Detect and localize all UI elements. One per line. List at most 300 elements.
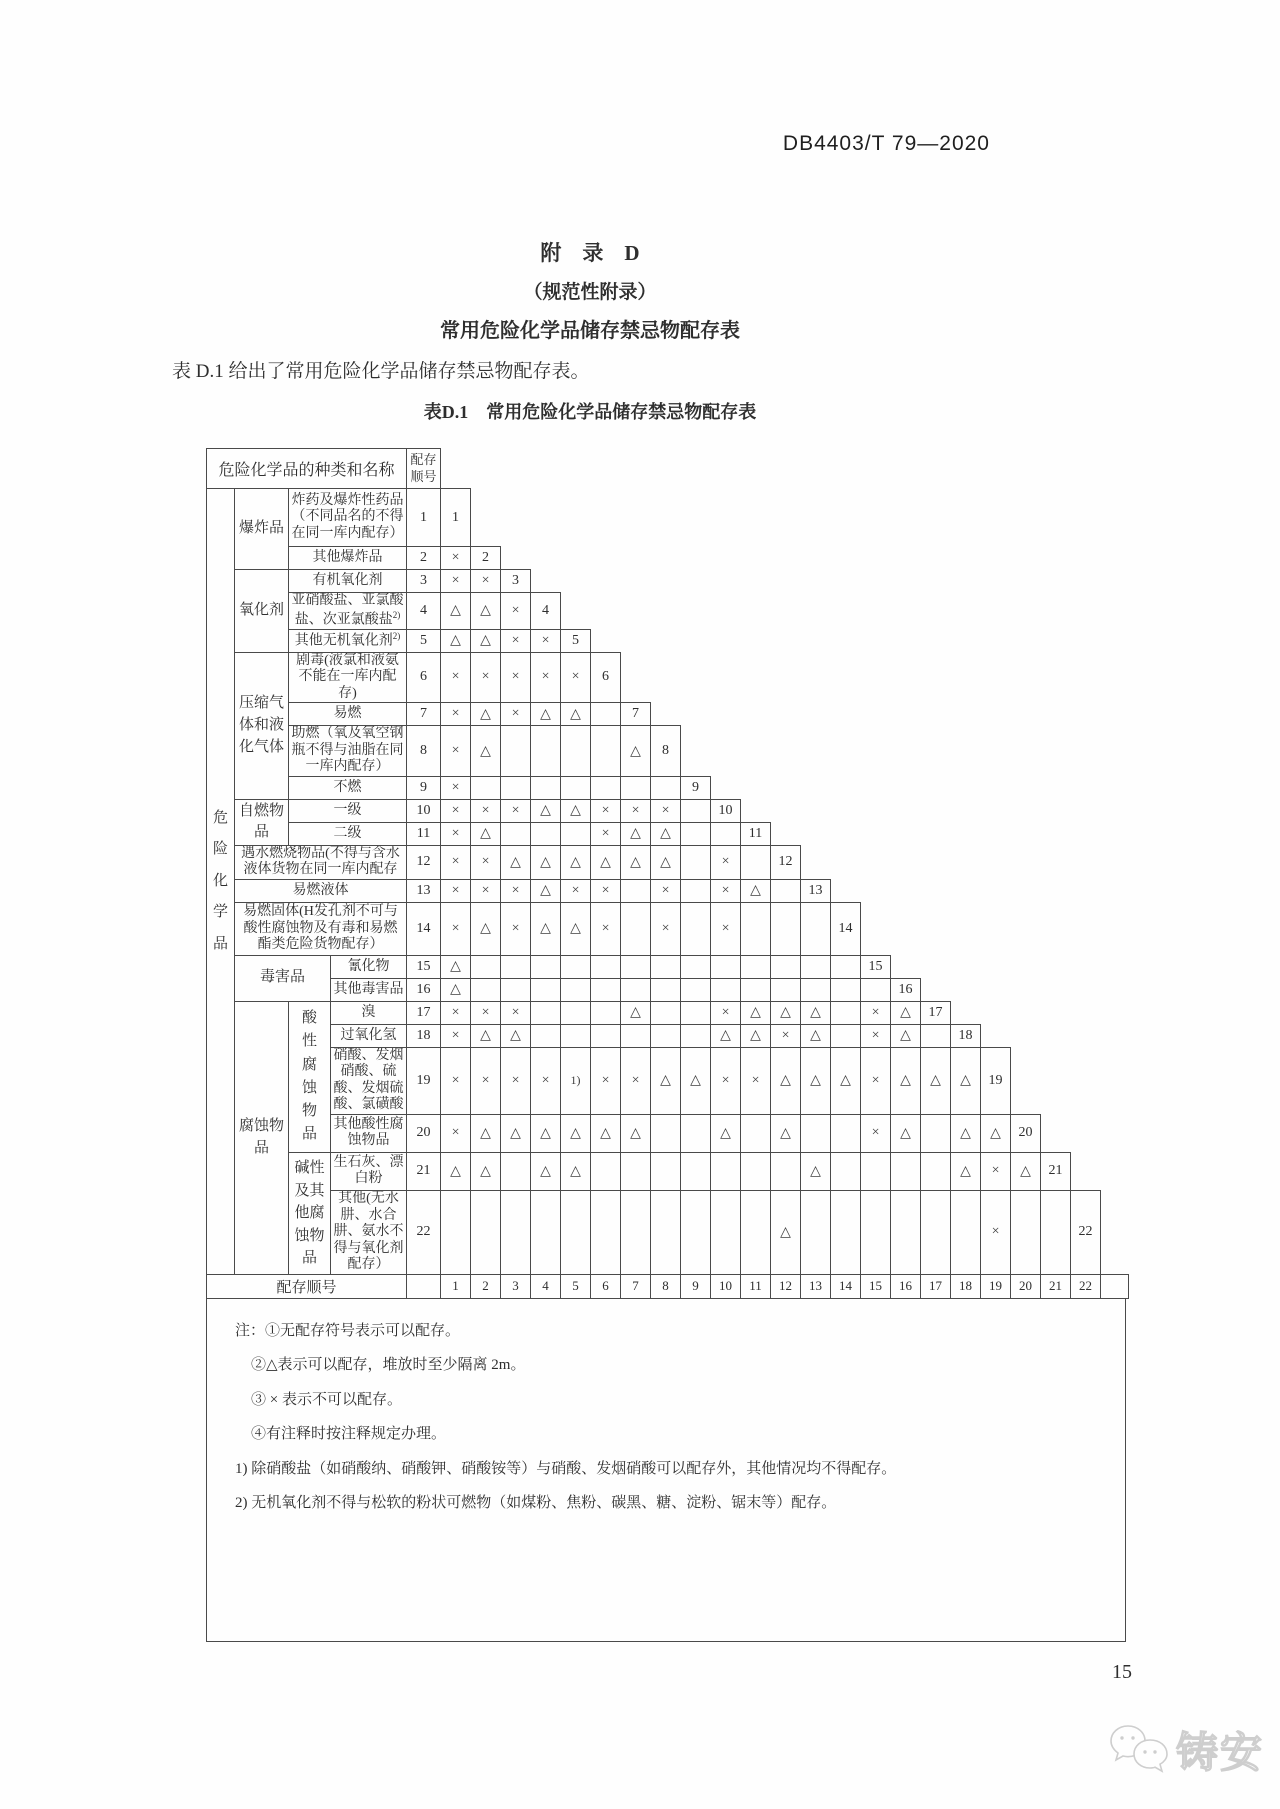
diagonal-cell: 22 bbox=[1071, 1190, 1101, 1274]
compatibility-matrix-table bbox=[206, 448, 1129, 1299]
item-name: 助燃（氧及氧空钢瓶不得与油脂在同一库内配存） bbox=[289, 726, 407, 777]
matrix-cell: × bbox=[981, 1190, 1011, 1274]
matrix-cell: △ bbox=[951, 1047, 981, 1114]
matrix-cell-empty bbox=[651, 1152, 681, 1190]
footer-col-number: 6 bbox=[591, 1274, 621, 1298]
matrix-cell-empty bbox=[501, 978, 531, 1001]
matrix-cell: △ bbox=[441, 629, 471, 652]
matrix-cell: △ bbox=[531, 902, 561, 955]
matrix-cell-empty bbox=[681, 1114, 711, 1152]
matrix-cell-empty bbox=[591, 978, 621, 1001]
table-row bbox=[207, 1024, 1129, 1047]
matrix-cell: × bbox=[711, 879, 741, 902]
diagonal-cell: 2 bbox=[471, 547, 501, 570]
footnote-marker: 2) bbox=[392, 631, 401, 642]
diagonal-cell: 9 bbox=[681, 776, 711, 799]
matrix-cell-empty bbox=[831, 978, 861, 1001]
matrix-cell: △ bbox=[771, 1047, 801, 1114]
matrix-cell: × bbox=[441, 703, 471, 726]
footer-col-number: 7 bbox=[621, 1274, 651, 1298]
matrix-cell: × bbox=[471, 570, 501, 593]
matrix-cell: △ bbox=[471, 1152, 501, 1190]
matrix-cell-empty bbox=[531, 1190, 561, 1274]
matrix-cell: △ bbox=[711, 1024, 741, 1047]
matrix-cell: × bbox=[501, 799, 531, 822]
matrix-cell-empty bbox=[741, 978, 771, 1001]
footer-col-number: 4 bbox=[531, 1274, 561, 1298]
matrix-cell: △ bbox=[471, 902, 501, 955]
matrix-cell: × bbox=[861, 1114, 891, 1152]
matrix-cell-empty bbox=[651, 1001, 681, 1024]
matrix-cell: △ bbox=[741, 879, 771, 902]
matrix-cell-empty bbox=[501, 726, 531, 777]
footer-col-number: 13 bbox=[801, 1274, 831, 1298]
table-row bbox=[207, 629, 1129, 652]
matrix-cell: △ bbox=[471, 726, 501, 777]
matrix-cell: △ bbox=[441, 1152, 471, 1190]
matrix-cell: △ bbox=[471, 593, 501, 630]
item-name: 硝酸、发烟硝酸、硫酸、发烟硫酸、氯磺酸 bbox=[331, 1047, 407, 1114]
diagonal-cell: 6 bbox=[591, 652, 621, 703]
matrix-cell-empty bbox=[711, 955, 741, 978]
group-label: 爆炸品 bbox=[235, 489, 289, 570]
matrix-cell: △ bbox=[801, 1152, 831, 1190]
intro-paragraph: 表 D.1 给出了常用危险化学品储存禁忌物配存表。 bbox=[172, 361, 590, 382]
item-name: 其他(无水肼、水合肼、氨水不得与氧化剂配存） bbox=[331, 1190, 407, 1274]
footer-col-number: 5 bbox=[561, 1274, 591, 1298]
matrix-cell-empty bbox=[771, 1152, 801, 1190]
matrix-cell: △ bbox=[621, 845, 651, 879]
matrix-cell-empty bbox=[561, 978, 591, 1001]
matrix-cell: △ bbox=[471, 1114, 501, 1152]
table-header-seq: 配存顺号 bbox=[407, 449, 441, 489]
matrix-cell-empty bbox=[741, 955, 771, 978]
matrix-cell-empty bbox=[1011, 1190, 1041, 1274]
matrix-cell-empty bbox=[921, 1024, 951, 1047]
matrix-cell-empty bbox=[531, 955, 561, 978]
note-line: 注：①无配存符号表示可以配存。 bbox=[235, 1322, 461, 1339]
matrix-cell: △ bbox=[801, 1024, 831, 1047]
matrix-cell: × bbox=[441, 822, 471, 845]
footer-col-number: 17 bbox=[921, 1274, 951, 1298]
matrix-cell: × bbox=[471, 1001, 501, 1024]
matrix-cell-empty bbox=[561, 1190, 591, 1274]
matrix-cell-empty bbox=[621, 879, 651, 902]
notes-box bbox=[206, 1298, 1126, 1642]
footer-col-number: 8 bbox=[651, 1274, 681, 1298]
matrix-cell: △ bbox=[561, 703, 591, 726]
table-row bbox=[207, 1001, 1129, 1024]
matrix-cell: × bbox=[471, 1047, 501, 1114]
matrix-cell: △ bbox=[831, 1047, 861, 1114]
matrix-cell-empty bbox=[561, 1024, 591, 1047]
matrix-cell-empty bbox=[561, 822, 591, 845]
matrix-cell-empty bbox=[501, 1152, 531, 1190]
footnote-marker: 2) bbox=[392, 609, 401, 620]
matrix-cell-empty bbox=[531, 822, 561, 845]
matrix-cell: × bbox=[501, 703, 531, 726]
seq-number: 12 bbox=[407, 845, 441, 879]
seq-number: 20 bbox=[407, 1114, 441, 1152]
table-caption: 表D.1 常用危险化学品储存禁忌物配存表 bbox=[423, 402, 757, 422]
matrix-cell: × bbox=[531, 629, 561, 652]
matrix-cell-empty bbox=[831, 1001, 861, 1024]
diagonal-cell: 1 bbox=[441, 489, 471, 547]
group-label: 碱性及其他腐蚀物品 bbox=[289, 1152, 331, 1274]
item-name: 其他毒害品 bbox=[331, 978, 407, 1001]
matrix-cell: × bbox=[441, 1024, 471, 1047]
diagonal-cell: 18 bbox=[951, 1024, 981, 1047]
matrix-cell: △ bbox=[891, 1001, 921, 1024]
seq-number: 10 bbox=[407, 799, 441, 822]
matrix-cell: △ bbox=[471, 1024, 501, 1047]
matrix-cell: △ bbox=[621, 726, 651, 777]
footer-col-number: 15 bbox=[861, 1274, 891, 1298]
matrix-cell: × bbox=[591, 879, 621, 902]
item-name: 一级 bbox=[289, 799, 407, 822]
group-label: 毒害品 bbox=[235, 955, 331, 1001]
item-name: 有机氧化剂 bbox=[289, 570, 407, 593]
matrix-cell: △ bbox=[891, 1114, 921, 1152]
table-row bbox=[207, 652, 1129, 703]
matrix-cell: × bbox=[531, 1047, 561, 1114]
note-line: 1) 除硝酸盐（如硝酸纳、硝酸钾、硝酸铵等）与硝酸、发烟硝酸可以配存外，其他情况均不得配存。 bbox=[235, 1460, 897, 1477]
footer-col-number: 9 bbox=[681, 1274, 711, 1298]
table-row bbox=[207, 799, 1129, 822]
seq-number: 14 bbox=[407, 902, 441, 955]
matrix-cell: × bbox=[441, 799, 471, 822]
matrix-cell-empty bbox=[621, 1024, 651, 1047]
matrix-cell: △ bbox=[531, 1114, 561, 1152]
matrix-cell-empty bbox=[591, 1152, 621, 1190]
watermark bbox=[1108, 1720, 1264, 1780]
matrix-cell-empty bbox=[831, 1024, 861, 1047]
matrix-cell: × bbox=[861, 1047, 891, 1114]
footer-blank-cell bbox=[407, 1274, 441, 1298]
table-row bbox=[207, 1152, 1129, 1190]
matrix-cell-empty bbox=[471, 776, 501, 799]
matrix-cell-empty bbox=[591, 726, 621, 777]
matrix-cell: × bbox=[561, 879, 591, 902]
matrix-cell: △ bbox=[651, 822, 681, 845]
note-line: 2) 无机氧化剂不得与松软的粉状可燃物（如煤粉、焦粉、碳黑、糖、淀粉、锯末等）配存。 bbox=[235, 1495, 837, 1512]
matrix-cell: × bbox=[711, 1001, 741, 1024]
item-name: 易燃固体(H发孔剂不可与酸性腐蚀物及有毒和易燃酯类危险货物配存） bbox=[235, 902, 407, 955]
matrix-cell-empty bbox=[621, 902, 651, 955]
matrix-cell: △ bbox=[471, 703, 501, 726]
matrix-cell-empty bbox=[861, 978, 891, 1001]
diagonal-cell: 14 bbox=[831, 902, 861, 955]
footer-trailing-cell bbox=[1101, 1274, 1129, 1298]
table-row bbox=[207, 955, 1129, 978]
seq-number: 6 bbox=[407, 652, 441, 703]
footer-col-number: 16 bbox=[891, 1274, 921, 1298]
matrix-cell-empty bbox=[831, 1190, 861, 1274]
matrix-cell: △ bbox=[561, 1152, 591, 1190]
matrix-cell-empty bbox=[561, 955, 591, 978]
matrix-cell: △ bbox=[621, 1114, 651, 1152]
seq-number: 16 bbox=[407, 978, 441, 1001]
matrix-cell: × bbox=[861, 1001, 891, 1024]
table-row bbox=[207, 489, 1129, 547]
table-row bbox=[207, 703, 1129, 726]
matrix-cell-empty bbox=[681, 902, 711, 955]
matrix-cell-empty bbox=[891, 1152, 921, 1190]
matrix-cell-empty bbox=[831, 1152, 861, 1190]
matrix-cell-empty bbox=[771, 879, 801, 902]
table-row bbox=[207, 902, 1129, 955]
matrix-cell: × bbox=[531, 652, 561, 703]
matrix-cell: × bbox=[591, 1047, 621, 1114]
diagonal-cell: 7 bbox=[621, 703, 651, 726]
matrix-cell: × bbox=[471, 879, 501, 902]
matrix-cell-empty bbox=[711, 978, 741, 1001]
seq-number: 2 bbox=[407, 547, 441, 570]
matrix-cell-empty bbox=[531, 1001, 561, 1024]
matrix-cell-empty bbox=[861, 1190, 891, 1274]
matrix-cell-empty bbox=[531, 726, 561, 777]
diagonal-cell: 11 bbox=[741, 822, 771, 845]
matrix-cell: △ bbox=[441, 955, 471, 978]
table-row bbox=[207, 1114, 1129, 1152]
matrix-cell: × bbox=[591, 822, 621, 845]
matrix-cell-empty bbox=[591, 1190, 621, 1274]
matrix-cell: × bbox=[651, 879, 681, 902]
matrix-cell: △ bbox=[891, 1047, 921, 1114]
item-name: 易燃液体 bbox=[235, 879, 407, 902]
appendix-table-title: 常用危险化学品储存禁忌物配存表 bbox=[440, 320, 740, 342]
matrix-cell-empty bbox=[741, 1190, 771, 1274]
footer-col-number: 20 bbox=[1011, 1274, 1041, 1298]
matrix-cell-empty bbox=[801, 955, 831, 978]
table-row bbox=[207, 1047, 1129, 1114]
matrix-cell: × bbox=[501, 652, 531, 703]
table-header-row bbox=[207, 449, 1129, 489]
footer-col-number: 3 bbox=[501, 1274, 531, 1298]
matrix-cell: △ bbox=[651, 1047, 681, 1114]
item-name: 其他爆炸品 bbox=[289, 547, 407, 570]
matrix-cell-empty bbox=[741, 1114, 771, 1152]
table-row bbox=[207, 822, 1129, 845]
matrix-cell: × bbox=[651, 902, 681, 955]
matrix-cell-empty bbox=[651, 978, 681, 1001]
matrix-cell: △ bbox=[771, 1114, 801, 1152]
table-footer-row bbox=[207, 1274, 1129, 1298]
matrix-cell-empty bbox=[501, 955, 531, 978]
item-name: 遇水燃烧物品(不得与含水液体货物在同一库内配存 bbox=[235, 845, 407, 879]
matrix-cell: △ bbox=[771, 1190, 801, 1274]
appendix-subtitle: （规范性附录） bbox=[523, 282, 657, 303]
matrix-cell: × bbox=[981, 1152, 1011, 1190]
matrix-cell-empty bbox=[801, 978, 831, 1001]
matrix-cell: △ bbox=[801, 1001, 831, 1024]
matrix-cell-empty bbox=[561, 776, 591, 799]
footer-col-number: 12 bbox=[771, 1274, 801, 1298]
matrix-cell: △ bbox=[471, 629, 501, 652]
item-name: 不燃 bbox=[289, 776, 407, 799]
footer-col-number: 11 bbox=[741, 1274, 771, 1298]
matrix-cell-empty bbox=[681, 1024, 711, 1047]
diagonal-cell: 8 bbox=[651, 726, 681, 777]
matrix-cell: △ bbox=[711, 1114, 741, 1152]
seq-number: 22 bbox=[407, 1190, 441, 1274]
seq-number: 15 bbox=[407, 955, 441, 978]
matrix-cell-empty bbox=[831, 1114, 861, 1152]
seq-number: 5 bbox=[407, 629, 441, 652]
matrix-cell: × bbox=[441, 570, 471, 593]
matrix-cell: × bbox=[441, 1114, 471, 1152]
matrix-cell-empty bbox=[1041, 1190, 1071, 1274]
table-row bbox=[207, 570, 1129, 593]
matrix-cell-empty bbox=[651, 1024, 681, 1047]
matrix-cell: △ bbox=[561, 1114, 591, 1152]
table-row bbox=[207, 845, 1129, 879]
matrix-cell-empty bbox=[801, 902, 831, 955]
matrix-cell-empty bbox=[681, 799, 711, 822]
matrix-cell-empty bbox=[801, 1114, 831, 1152]
group-label: 自燃物品 bbox=[235, 799, 289, 845]
seq-number: 13 bbox=[407, 879, 441, 902]
footer-col-number: 14 bbox=[831, 1274, 861, 1298]
matrix-cell-empty bbox=[681, 978, 711, 1001]
matrix-cell-empty bbox=[741, 845, 771, 879]
matrix-cell: × bbox=[441, 1001, 471, 1024]
seq-number: 3 bbox=[407, 570, 441, 593]
table-header-name: 危险化学品的种类和名称 bbox=[207, 449, 407, 489]
matrix-cell-empty bbox=[531, 776, 561, 799]
matrix-cell: 1) bbox=[561, 1047, 591, 1114]
seq-number: 19 bbox=[407, 1047, 441, 1114]
matrix-cell: × bbox=[441, 547, 471, 570]
matrix-cell-empty bbox=[471, 978, 501, 1001]
wechat-bubbles-icon bbox=[1108, 1722, 1170, 1778]
matrix-cell: × bbox=[861, 1024, 891, 1047]
matrix-cell: × bbox=[501, 593, 531, 630]
matrix-cell-empty bbox=[921, 1190, 951, 1274]
matrix-cell-empty bbox=[891, 1190, 921, 1274]
matrix-cell-empty bbox=[591, 776, 621, 799]
matrix-cell: △ bbox=[531, 703, 561, 726]
item-name: 亚硝酸盐、亚氯酸盐、次亚氯酸盐$^{2)}$ bbox=[289, 593, 407, 630]
matrix-cell-empty bbox=[681, 822, 711, 845]
matrix-cell: × bbox=[651, 799, 681, 822]
item-name: 其他无机氧化剂$^{2)}$ bbox=[289, 629, 407, 652]
matrix-cell-empty bbox=[621, 1152, 651, 1190]
matrix-cell: △ bbox=[531, 879, 561, 902]
note-line: ④有注释时按注释规定办理。 bbox=[251, 1426, 447, 1443]
diagonal-cell: 5 bbox=[561, 629, 591, 652]
matrix-cell-empty bbox=[591, 703, 621, 726]
item-name: 其他酸性腐蚀物品 bbox=[331, 1114, 407, 1152]
matrix-cell-empty bbox=[681, 955, 711, 978]
matrix-cell-empty bbox=[501, 1190, 531, 1274]
matrix-cell: × bbox=[561, 652, 591, 703]
matrix-cell: × bbox=[471, 799, 501, 822]
matrix-cell-empty bbox=[651, 955, 681, 978]
matrix-cell-empty bbox=[531, 1024, 561, 1047]
diagonal-cell: 15 bbox=[861, 955, 891, 978]
matrix-cell-empty bbox=[561, 726, 591, 777]
matrix-cell-empty bbox=[861, 1152, 891, 1190]
matrix-cell: × bbox=[501, 629, 531, 652]
matrix-cell: × bbox=[441, 776, 471, 799]
matrix-cell-empty bbox=[621, 776, 651, 799]
table-row bbox=[207, 978, 1129, 1001]
group-label: 氧化剂 bbox=[235, 570, 289, 653]
matrix-cell: × bbox=[441, 1047, 471, 1114]
note-line: ②△表示可以配存，堆放时至少隔离 2m。 bbox=[251, 1357, 526, 1374]
matrix-cell-empty bbox=[591, 1024, 621, 1047]
matrix-cell-empty bbox=[501, 822, 531, 845]
item-name: 溴 bbox=[331, 1001, 407, 1024]
matrix-cell: △ bbox=[531, 1152, 561, 1190]
matrix-cell: × bbox=[591, 902, 621, 955]
appendix-title-block bbox=[173, 237, 1007, 343]
matrix-cell: △ bbox=[561, 799, 591, 822]
matrix-cell-empty bbox=[831, 955, 861, 978]
matrix-cell-empty bbox=[801, 1190, 831, 1274]
matrix-cell-empty bbox=[471, 955, 501, 978]
item-name: 剧毒(液氯和液氨不能在一库内配存) bbox=[289, 652, 407, 703]
footer-col-number: 21 bbox=[1041, 1274, 1071, 1298]
matrix-cell: △ bbox=[771, 1001, 801, 1024]
matrix-cell-empty bbox=[711, 822, 741, 845]
table-row bbox=[207, 726, 1129, 777]
matrix-cell: × bbox=[741, 1047, 771, 1114]
diagonal-cell: 12 bbox=[771, 845, 801, 879]
footer-col-number: 19 bbox=[981, 1274, 1011, 1298]
matrix-cell: × bbox=[471, 652, 501, 703]
seq-number: 11 bbox=[407, 822, 441, 845]
matrix-cell: × bbox=[621, 1047, 651, 1114]
matrix-cell: × bbox=[711, 845, 741, 879]
seq-number: 21 bbox=[407, 1152, 441, 1190]
table-row bbox=[207, 1190, 1129, 1274]
seq-number: 7 bbox=[407, 703, 441, 726]
matrix-cell: △ bbox=[561, 902, 591, 955]
matrix-cell-empty bbox=[651, 1190, 681, 1274]
matrix-cell: × bbox=[501, 879, 531, 902]
diagonal-cell: 4 bbox=[531, 593, 561, 630]
table-row bbox=[207, 547, 1129, 570]
matrix-body bbox=[207, 449, 1129, 1299]
matrix-cell: △ bbox=[501, 1114, 531, 1152]
compatibility-table-wrap bbox=[206, 448, 1130, 1642]
matrix-cell-empty bbox=[921, 1114, 951, 1152]
group-label: 压缩气体和液化气体 bbox=[235, 652, 289, 799]
seq-number: 4 bbox=[407, 593, 441, 630]
matrix-cell-empty bbox=[651, 1114, 681, 1152]
page-number: 15 bbox=[1112, 1661, 1132, 1683]
note-line: ③ × 表示不可以配存。 bbox=[251, 1391, 402, 1408]
matrix-cell-empty bbox=[471, 1190, 501, 1274]
matrix-cell: × bbox=[771, 1024, 801, 1047]
matrix-cell: × bbox=[501, 902, 531, 955]
table-row bbox=[207, 593, 1129, 630]
matrix-cell: △ bbox=[681, 1047, 711, 1114]
matrix-cell-empty bbox=[711, 1152, 741, 1190]
diagonal-cell: 20 bbox=[1011, 1114, 1041, 1152]
matrix-cell: × bbox=[441, 652, 471, 703]
matrix-cell: △ bbox=[921, 1047, 951, 1114]
diagonal-cell: 17 bbox=[921, 1001, 951, 1024]
matrix-cell-empty bbox=[771, 902, 801, 955]
footer-col-number: 1 bbox=[441, 1274, 471, 1298]
matrix-cell: × bbox=[711, 902, 741, 955]
item-name: 生石灰、漂白粉 bbox=[331, 1152, 407, 1190]
matrix-cell: △ bbox=[891, 1024, 921, 1047]
matrix-cell-empty bbox=[621, 1190, 651, 1274]
